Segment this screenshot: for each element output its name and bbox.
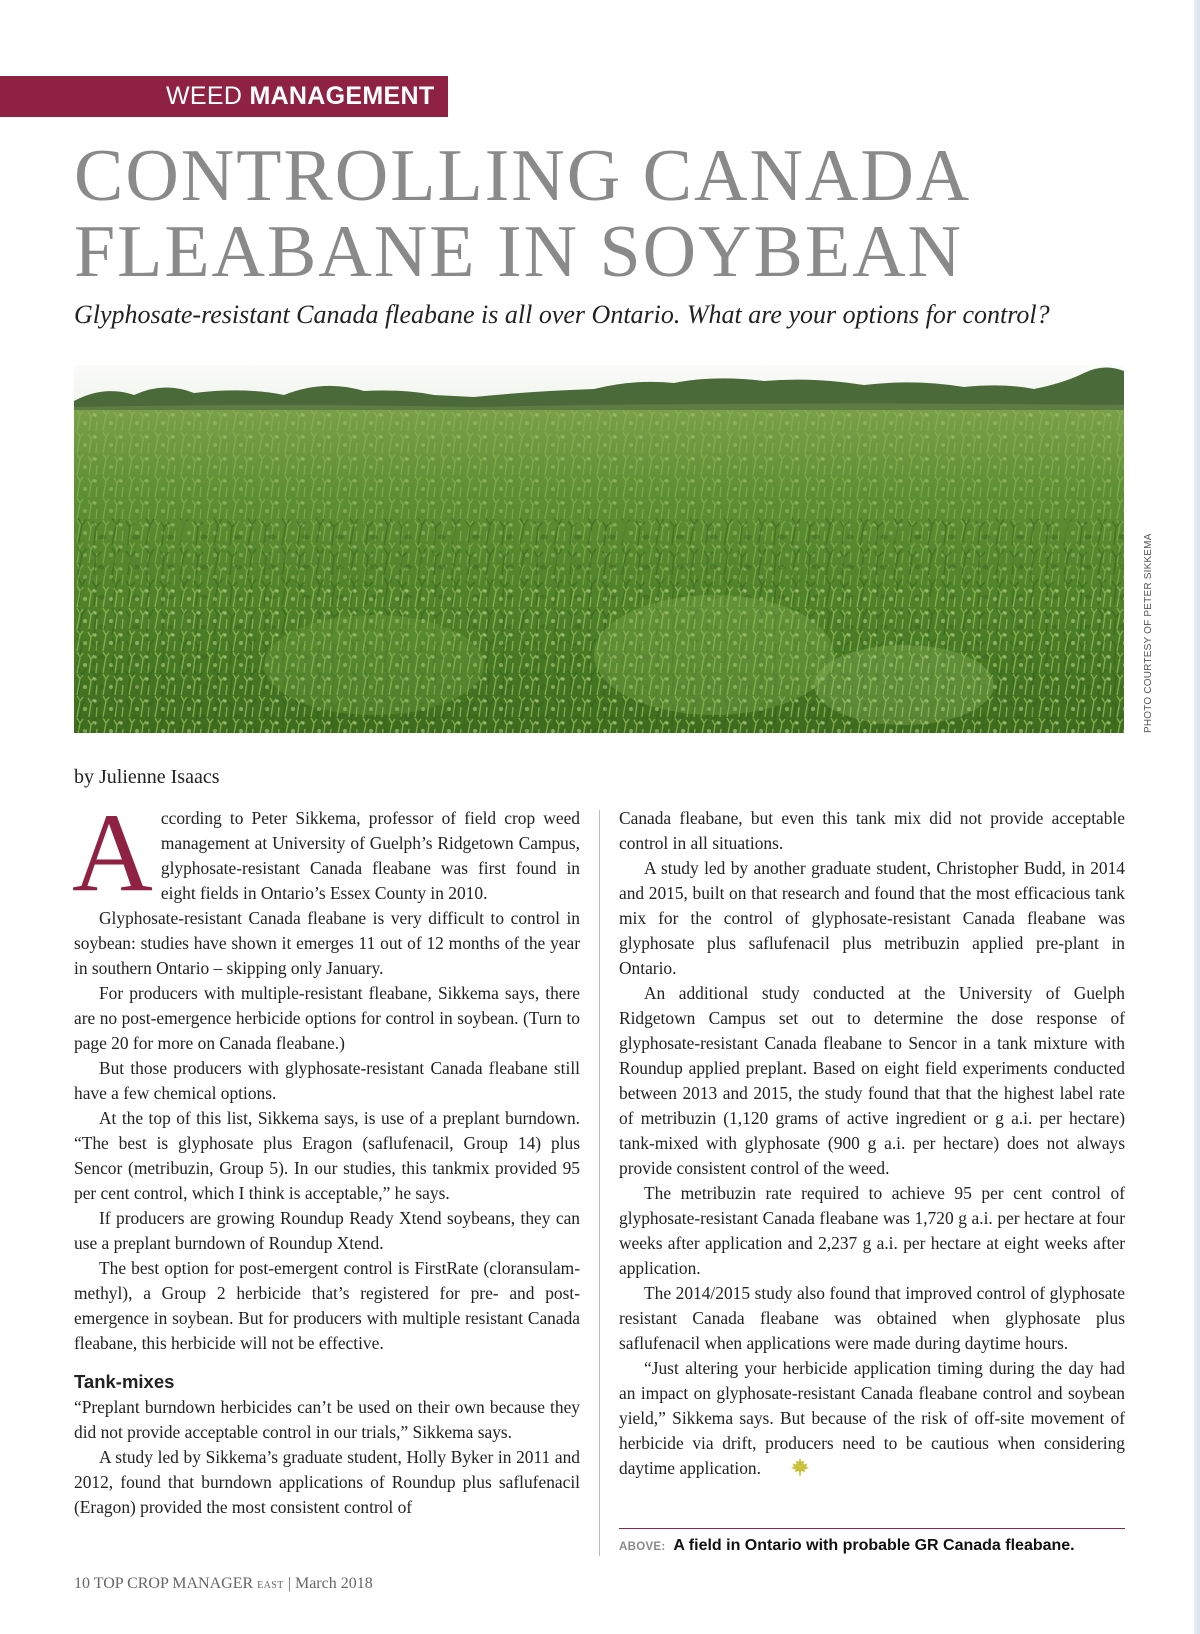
right-column [619,806,1125,1484]
section-label-bold: MANAGEMENT [249,82,435,110]
page-footer [74,1575,373,1593]
page-edge-strip [1194,0,1200,1634]
section-label-light: WEED [166,82,243,110]
page-number: 10 [74,1575,90,1592]
magazine-name: TOP CROP MANAGER [93,1575,254,1592]
paragraph: If producers are growing Roundup Ready Xtend soybeans, they can use a preplant burndown of Roundup Xtend. [74,1208,580,1253]
paragraph: The best option for post-emergent control is FirstRate (cloransulam-methyl), a Group 2 herbicide that’s registered for pre- and post-emergence in soybean. But for producers with multiple resistant Canada fleabane, this herbicide will not be effective. [74,1258,580,1353]
headline [74,135,1124,293]
paragraph: A study led by another graduate student, Christopher Budd, in 2014 and 2015, built on that research and found that the most efficacious tank mix for the control of glyphosate-resistant Canada fleabane was glyphosate plus saflufenacil plus metribuzin applied pre-plant in Ontario. [619,858,1125,978]
left-column [72,791,580,1520]
paragraph: But those producers with glyphosate-resistant Canada fleabane still have a few chemical options. [74,1058,580,1103]
paragraph: The 2014/2015 study also found that improved control of glyphosate resistant Canada fleabane was obtained when glyphosate plus saflufenacil when applications were made during daytime hours. [619,1283,1125,1353]
paragraph-text: “Just altering your herbicide application timing during the day had an impact on glyphosate-resistant Canada fleabane control and soybean yield,” Sikkema says. But because of the risk of off-site movement of herbicide via drift, producers need to be cautious when considering daytime application. [619,1358,1125,1478]
caption-text: A field in Ontario with probable GR Canada fleabane. [673,1537,1075,1554]
caption-rule [619,1528,1125,1529]
paragraph: “Preplant burndown herbicides can’t be used on their own because they did not provide acceptable control in our trials,” Sikkema says. [74,1397,580,1442]
paragraph: For producers with multiple-resistant fleabane, Sikkema says, there are no post-emergence herbicide options for control in soybean. (Turn to page 20 for more on Canada fleabane.) [74,983,580,1053]
paragraph: An additional study conducted at the University of Guelph Ridgetown Campus set out to determine the dose response of glyphosate-resistant Canada fleabane to Sencor in a tank mixture with Roundup applied preplant. Based on eight field experiments conducted between 2013 and 2015, the study found that that the highest label rate of metribuzin (1,120 grams of active ingredient or g a.i. per hectare) tank-mixed with glyphosate (900 g a.i. per hectare) does not always provide consistent control of the weed. [619,983,1125,1178]
byline: by Julienne Isaacs [74,766,220,788]
caption-label: ABOVE: [619,1541,666,1553]
paragraph: At the top of this list, Sikkema says, is use of a preplant burndown. “The best is glyphosate plus Eragon (saflufenacil, Group 14) plus Sencor (metribuzin, Group 5). In our studies, this tankmix provided 95 per cent control, which I think is acceptable,” he says. [74,1108,580,1203]
issue-date: | March 2018 [287,1575,373,1592]
column-divider [599,810,600,1556]
section-banner [0,76,448,117]
photo-credit: PHOTO COURTESY OF PETER SIKKEMA [1143,533,1154,733]
paragraph: Glyphosate-resistant Canada fleabane is very difficult to control in soybean: studies have shown it emerges 11 out of 12 months of the year in southern Ontario – skipping only January. [74,908,580,978]
headline-line-1: CONTROLLING CANADA [74,135,972,217]
headline-line-2: FLEABANE IN SOYBEAN [74,211,963,293]
subhead-tank-mixes: Tank-mixes [74,1371,175,1392]
photo-caption [619,1537,1139,1555]
paragraph-text: ccording to Peter Sikkema, professor of field crop weed management at University of Guelph’s Ridgetown Campus, glyphosate-resistant Canada fleabane was first found in eight fields in Ontario’s Essex County in 2010. [160,808,580,903]
drop-cap: A [72,791,153,915]
magazine-edition: EAST [257,1580,284,1591]
paragraph: Canada fleabane, but even this tank mix did not provide acceptable control in all situations. [619,808,1125,853]
deck-subtitle: Glyphosate-resistant Canada fleabane is all over Ontario. What are your options for control? [74,300,1050,329]
paragraph: The metribuzin rate required to achieve 95 per cent control of glyphosate-resistant Canada fleabane was 1,720 g a.i. per hectare at four weeks after application and 2,237 g a.i. per hectare at eight weeks after application. [619,1183,1125,1278]
paragraph [72,791,580,915]
field-photo-illustration [74,365,1124,733]
paragraph [619,1356,1125,1484]
paragraph: A study led by Sikkema’s graduate student, Holly Byker in 2011 and 2012, found that burndown applications of Roundup plus saflufenacil (Eragon) provided the most consistent control of [74,1447,580,1517]
field-photo [74,365,1124,733]
maple-leaf-icon [765,1457,810,1484]
